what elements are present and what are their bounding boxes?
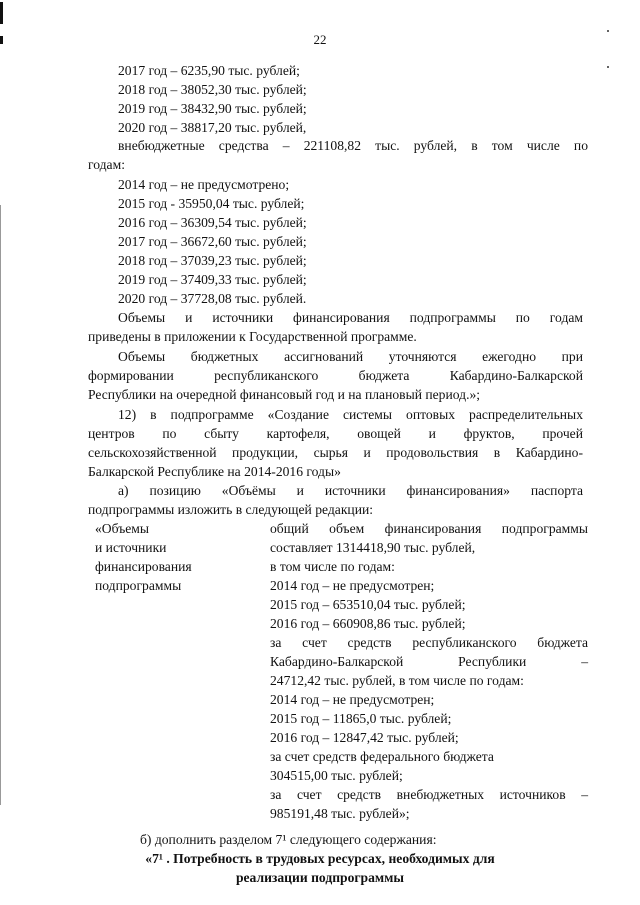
scan-speck (607, 66, 609, 68)
scan-edge-mark (0, 2, 3, 24)
section-heading: реализации подпрограммы (235, 870, 405, 885)
scan-edge-line (0, 205, 1, 805)
text-line: Республики на очередной финансовый год и на плановый период.»; (88, 387, 481, 402)
text-line: 2017 год – 6235,90 тыс. рублей; (118, 63, 300, 78)
table-label: «Объемы (95, 521, 149, 536)
table-value: 2014 год – не предусмотрен; (270, 692, 435, 707)
text-line: центров по сбыту картофеля, овощей и фруктов, прочей (88, 426, 583, 441)
table-value: 304515,00 тыс. рублей; (270, 768, 403, 783)
text-line: Объемы и источники финансирования подпрограммы по годам (118, 310, 583, 325)
table-value: за счет средств республиканского бюджета (270, 635, 588, 650)
table-label: и источники (95, 540, 167, 555)
table-value: 2015 год – 653510,04 тыс. рублей; (270, 597, 466, 612)
text-line: 2014 год – не предусмотрено; (118, 177, 290, 192)
table-value: 2014 год – не предусмотрен; (270, 578, 435, 593)
text-line: подпрограммы изложить в следующей редакции: (88, 502, 374, 517)
table-label: подпрограммы (95, 578, 182, 593)
text-line: сельскохозяйственной продукции, сырья и продовольствия в Кабардино- (88, 445, 583, 460)
table-value: за счет средств внебюджетных источников – (270, 787, 588, 802)
text-line: Объемы бюджетных ассигнований уточняются ежегодно при (118, 349, 583, 364)
table-value: 985191,48 тыс. рублей»; (270, 806, 410, 821)
text-line: 12) в подпрограмме «Создание системы оптовых распределительных (118, 407, 583, 422)
table-value: Кабардино-Балкарской Республики – (270, 654, 588, 669)
page-number: 22 (313, 32, 327, 47)
text-line: формировании республиканского бюджета Кабардино-Балкарской (88, 368, 583, 383)
text-line: годам: (88, 157, 125, 172)
table-value: за счет средств федерального бюджета (270, 749, 494, 764)
text-line: 2020 год – 37728,08 тыс. рублей. (118, 291, 307, 306)
text-line: 2018 год – 38052,30 тыс. рублей; (118, 82, 307, 97)
text-line: 2015 год - 35950,04 тыс. рублей; (118, 196, 305, 211)
text-line: приведены в приложении к Государственной программе. (88, 329, 417, 344)
text-line: 2018 год – 37039,23 тыс. рублей; (118, 253, 307, 268)
text-line: 2016 год – 36309,54 тыс. рублей; (118, 215, 307, 230)
text-line: 2019 год – 37409,33 тыс. рублей; (118, 272, 307, 287)
table-value: 2015 год – 11865,0 тыс. рублей; (270, 711, 452, 726)
table-value: 2016 год – 12847,42 тыс. рублей; (270, 730, 459, 745)
text-line: 2017 год – 36672,60 тыс. рублей; (118, 234, 307, 249)
text-line: внебюджетные средства – 221108,82 тыс. рублей, в том числе по (118, 138, 588, 153)
text-line: Балкарской Республике на 2014-2016 годы» (88, 464, 341, 479)
section-heading: «7¹ . Потребность в трудовых ресурсах, необходимых для (145, 851, 495, 866)
table-value: 2016 год – 660908,86 тыс. рублей; (270, 616, 466, 631)
text-line: б) дополнить разделом 7¹ следующего содержания: (140, 832, 437, 847)
text-line: 2019 год – 38432,90 тыс. рублей; (118, 101, 307, 116)
table-value: составляет 1314418,90 тыс. рублей, (270, 540, 476, 555)
table-value: в том числе по годам: (270, 559, 395, 574)
text-line: а) позицию «Объёмы и источники финансирования» паспорта (118, 483, 583, 498)
text-line: 2020 год – 38817,20 тыс. рублей, (118, 120, 307, 135)
table-value: 24712,42 тыс. рублей, в том числе по годам: (270, 673, 524, 688)
table-value: общий объем финансирования подпрограммы (270, 521, 588, 536)
table-label: финансирования (95, 559, 192, 574)
